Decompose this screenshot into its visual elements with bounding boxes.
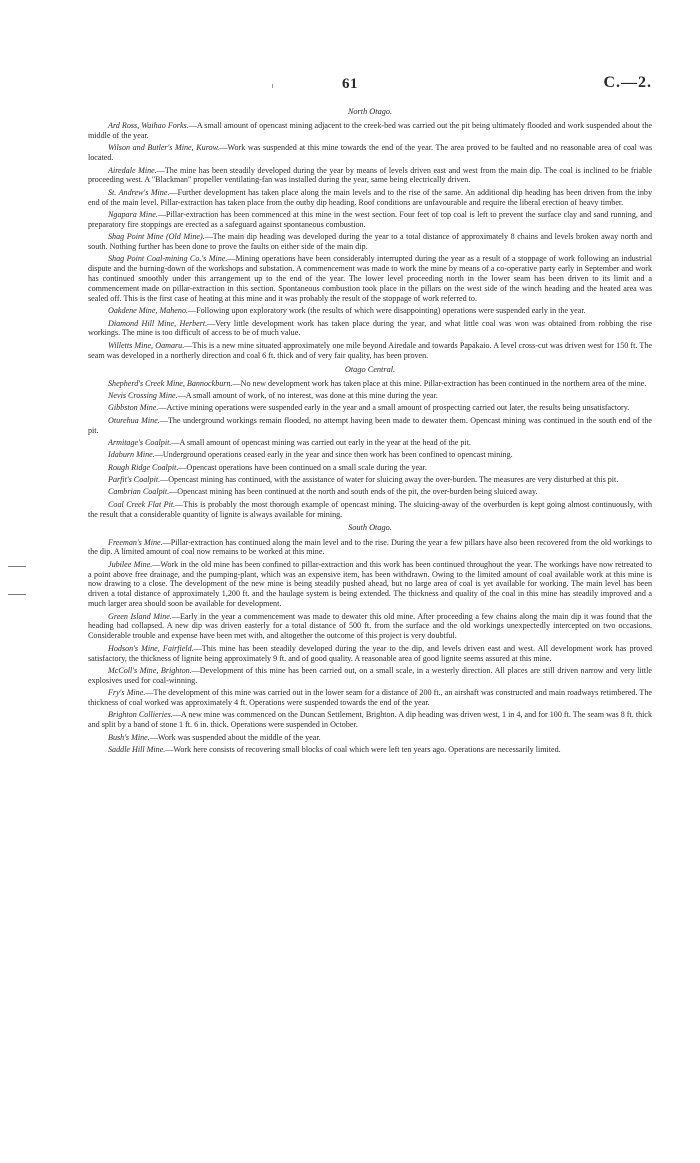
mine-report-text: —The development of this mine was carried out in the lower seam for a distance of 200 ft., an airshaft was constructed and main roadways retimbered. The thickness of coal worked was approximately 4 ft. Operations were suspended towards the end of the year.: [88, 688, 652, 707]
mine-name: Willetts Mine, Oamaru.: [108, 340, 185, 350]
mine-paragraph: [88, 210, 652, 230]
mine-report-text: —Development of this mine has been carried out, on a small scale, in a westerly direction. All places are still driven narrow and very little explosives used for coal-winning.: [88, 665, 652, 685]
mine-report-text: —Early in the year a commencement was made to dewater this old mine. After proceeding a few chains along the main dip it was found that the heading had collapsed. A new dip was driven easterly for a total distance of 500 ft. from the surface and the old workings unexpectedly intercepted on two occasions. Considerable trouble and expense have been met with, and altogether the outcome of this project is very doubtful.: [88, 611, 652, 641]
mine-paragraph: [88, 166, 652, 186]
mine-paragraph: [88, 379, 652, 389]
mine-report-text: —This is probably the most thorough example of opencast mining. The sluicing-away of the overburden is kept going almost continuously, with the result that a considerable quantity of lignite is always available for mining.: [88, 499, 652, 519]
mine-report-text: —Pillar-extraction has continued along the main level and to the rise. During the year a few pillars have also been recovered from the old workings to the dip. A limited amount of coal now remains to be worked at this mine.: [88, 537, 652, 557]
mine-report-text: —Pillar-extraction has been commenced at this mine in the west section. Four feet of top coal is left to prevent the surface clay and sand running, and preparatory fire stoppings are erected as a safeguard against spontaneous combustion.: [88, 209, 652, 229]
mine-name: Wilson and Butler's Mine, Kurow.: [108, 143, 220, 153]
mine-name: Ngapara Mine.: [108, 209, 158, 219]
mine-paragraph: [88, 475, 652, 485]
mine-report-text: —Very little development work has taken place during the year, and what little coal was won was obtained from robbing the rise workings. The mine is too difficult of access to be of much value.: [88, 318, 652, 338]
mine-paragraph: [88, 644, 652, 664]
mine-paragraph: [88, 306, 652, 316]
mine-report-text: —The underground workings remain flooded, no attempt having been made to dewater them. Opencast mining was continued in the south end of the pit.: [88, 415, 652, 435]
mine-name: Cambrian Coalpit.: [108, 487, 170, 497]
mine-name: Jubilee Mine.: [108, 559, 153, 569]
mine-name: Armitage's Coalpit.: [108, 437, 172, 447]
mine-report-text: —A new mine was commenced on the Duncan Settlement, Brighton. A dip heading was driven west, 1 in 4, and for 100 ft. The seam was 8 ft. thick and split by a band of stone 1 ft. 6 in. thick. Operations were suspended in October.: [88, 710, 653, 730]
mine-name: Saddle Hill Mine.: [108, 744, 166, 754]
mine-paragraph: [88, 232, 652, 252]
mine-paragraph: [88, 560, 652, 609]
mine-name: Green Island Mine.: [108, 611, 172, 621]
mine-name: Airedale Mine.: [108, 165, 157, 175]
mine-paragraph: [88, 121, 652, 141]
mine-name: Gibbston Mine.: [108, 403, 159, 413]
mine-paragraph: [88, 463, 652, 473]
mine-report-text: —Opencast mining has continued, with the assistance of water for sluicing away the over-burden. The measures are very disturbed at this pit.: [160, 475, 619, 484]
mine-report-text: —Opencast mining has been continued at the north and south ends of the pit, the over-burden being sluiced away.: [169, 487, 538, 497]
mine-name: Fry's Mine.: [108, 688, 146, 698]
mine-paragraph: [88, 143, 652, 163]
section-heading: Otago Central.: [344, 364, 396, 374]
section-heading: South Otago.: [348, 523, 392, 533]
mine-paragraph: [88, 341, 652, 361]
mine-name: Shepherd's Creek Mine, Bannockburn.: [108, 378, 233, 388]
mine-paragraph: [88, 710, 652, 730]
mine-paragraph: [88, 403, 652, 413]
mine-name: Brighton Collieries.: [108, 710, 173, 720]
mine-paragraph: [88, 319, 652, 339]
mine-name: Shag Point Coal-mining Co.'s Mine.: [108, 254, 228, 264]
mine-report-text: —Work was suspended about the middle of the year.: [149, 732, 321, 742]
mine-paragraph: [88, 487, 652, 497]
mine-paragraph: [88, 391, 652, 401]
mine-name: McColl's Mine, Brighton.: [108, 665, 192, 675]
mine-name: Ard Ross, Waihao Forks.: [108, 121, 189, 131]
mine-paragraph: [88, 612, 652, 642]
mine-name: Hodson's Mine, Fairfield.: [108, 643, 194, 653]
mine-name: St. Andrew's Mine.: [108, 187, 170, 197]
mine-report-text: —Work in the old mine has been confined to pillar-extraction and this work has been continued throughout the year. The workings have now retreated to a point above free drainage, and the pumping-plant, which was an expensive item, has been withdrawn. Owing to the limited amount of coal available work at this mine is now drawing to a close. The development of the new mine is being steadily pushed ahead, but no large area of coal is yet available for working. The main level has been driven a total distance of approximately 1,200 ft. and the haulage system is being extended. The thickness and quality of the coal in this mine has steadily improved and a much larger area should soon be available for development.: [88, 559, 653, 609]
mine-name: Oturehua Mine.: [108, 415, 160, 425]
mine-report-text: —The mine has been steadily developed during the year by means of levels driven east and west from the main dip. The coal is inclined to be friable proceeding west. A "Blackman" propeller ventilating-fan was installed during the year, same being electrically driven.: [88, 165, 652, 185]
mine-paragraph: [88, 450, 652, 460]
document-reference: C.—2.: [603, 74, 652, 91]
mine-paragraph: [88, 188, 652, 208]
mine-report-text: —Active mining operations were suspended early in the year and a small amount of prospecting carried out later, the results being unsatisfactory.: [158, 403, 630, 413]
section-heading: North Otago.: [347, 107, 393, 116]
mine-paragraph: [88, 666, 652, 686]
margin-mark: [8, 566, 26, 567]
mine-name: Freeman's Mine.: [108, 537, 163, 547]
mine-report-text: —Work was suspended at this mine towards the end of the year. The area proved to be faulted and no reasonable area of coal was located.: [88, 143, 652, 163]
mine-name: Oakdene Mine, Maheno.: [108, 306, 189, 316]
mine-name: Rough Ridge Coalpit.: [108, 462, 179, 472]
mine-paragraph: [88, 500, 652, 520]
mine-name: Diamond Hill Mine, Herbert.: [108, 318, 208, 328]
mine-report-text: —Underground operations ceased early in the year and since then work has been confined to opencast mining.: [154, 450, 513, 460]
mine-report-text: —Work here consists of recovering small blocks of coal which were left ten years ago. Operations are necessarily limited.: [165, 744, 561, 754]
mine-paragraph: [88, 538, 652, 558]
mine-report-text: —This is a new mine situated approximately one mile beyond Airedale and towards Papakaio. A level cross-cut was driven west for 150 ft. The seam was developed in a northerly direction and coal 6 ft. thick and of very fair quality, has been proven.: [88, 340, 652, 360]
mine-name: Bush's Mine.: [108, 732, 150, 742]
mine-report-text: —A small amount of opencast mining adjacent to the creek-bed was carried out the pit being ultimately flooded and work suspended about the middle of the year.: [88, 121, 652, 140]
mine-paragraph: [88, 688, 652, 708]
mine-name: Shag Point Mine (Old Mine).: [108, 232, 205, 242]
mine-name: Nevis Crossing Mine.: [108, 390, 178, 400]
mine-report-text: —Further development has taken place along the main levels and to the rise of the same. An additional dip heading has been driven from the inby end of the main level. Pillar-extraction has taken place from the outby dip heading. Roof conditions are unfavourable and require the liberal erection of heavy timber.: [88, 187, 652, 207]
report-body: [88, 103, 652, 757]
mine-name: Parfit's Coalpit.: [108, 475, 161, 484]
page-number: 61: [342, 76, 358, 92]
mine-report-text: —Mining operations have been considerably interrupted during the year as a result of a stoppage of work following an industrial dispute and the burning-down of the workshops and substation. A commencement was made to work the mine by means of a co-operative party early in September and work has continued smoothly under this arrangement up to the end of the year. The lower level proceeding north in the lower seam has been driven to its limit and a commencement made on pillar-extraction in this section. Spontaneous combustion took place in the pillars on the west side of the winch heading and the heated area was sealed off. This is the first case of heating at this mine and it was probably the result of the stoppage of work referred to.: [88, 254, 652, 303]
mine-paragraph: [88, 745, 652, 755]
mine-report-text: —The main dip heading was developed during the year to a total distance of approximately 8 chains and levels broken away north and south. Nothing further has been done to prove the faults on either side of the main dip.: [88, 232, 652, 252]
mine-report-text: —A small amount of work, of no interest, was done at this mine during the year.: [177, 390, 438, 400]
mine-paragraph: [88, 438, 652, 448]
mine-report-text: —Opencast operations have been continued on a small scale during the year.: [178, 462, 427, 472]
mine-name: Idaburn Mine.: [108, 450, 155, 460]
mine-report-text: —This mine has been steadily developed during the year to the dip, and levels driven east and west. All development work has proved satisfactory, the thickness of lignite being approximately 9 ft. and of good quality. A reasonable area of good lignite seems assured at this mine.: [88, 643, 652, 663]
margin-mark: [8, 594, 26, 595]
mine-paragraph: [88, 733, 652, 743]
mine-paragraph: [88, 416, 652, 436]
mine-name: Coal Creek Flat Pit.: [108, 499, 176, 509]
mine-report-text: —No new development work has taken place at this mine. Pillar-extraction has been continued in the northern area of the mine.: [232, 378, 647, 388]
mine-paragraph: [88, 254, 652, 303]
mine-report-text: —Following upon exploratory work (the results of which were disappointing) operations were suspended early in the year.: [188, 306, 586, 316]
mine-report-text: —A small amount of opencast mining was carried out early in the year at the head of the pit.: [171, 437, 471, 447]
